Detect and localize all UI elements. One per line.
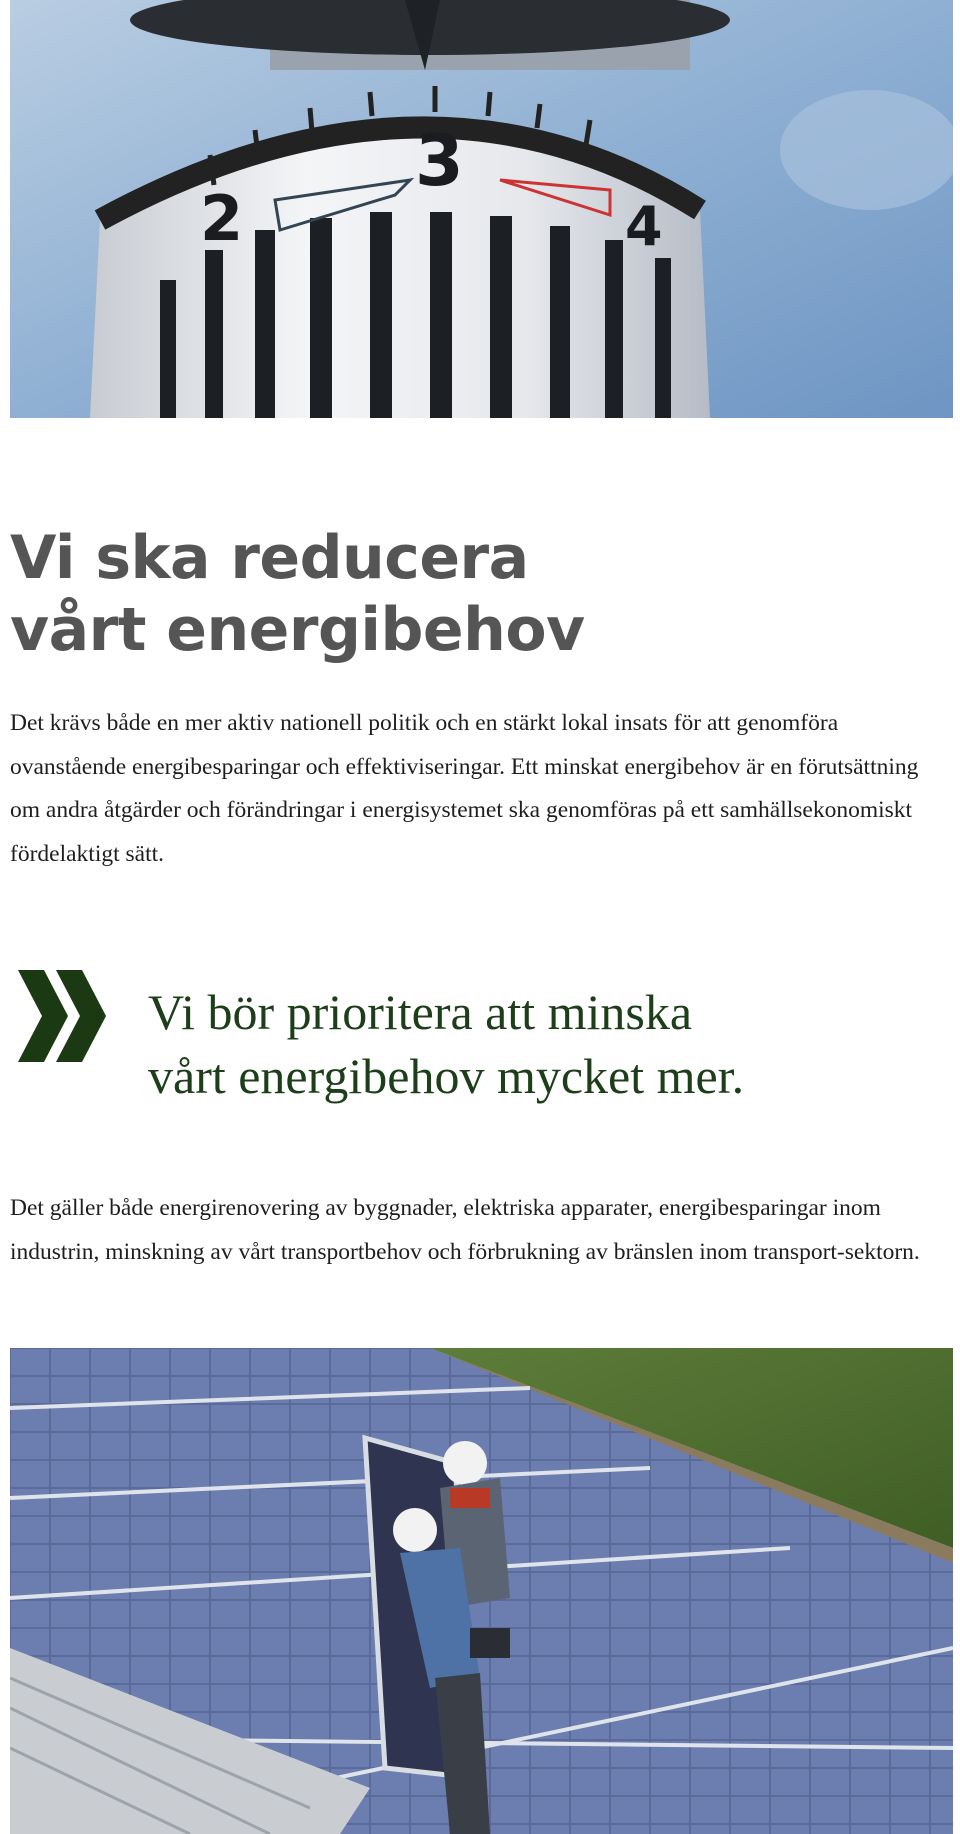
solar-installation-illustration — [10, 1348, 953, 1834]
thermostat-illustration — [10, 0, 953, 418]
detail-paragraph: Det gäller både energirenovering av byggnader, elektriska apparater, energibesparingar inom industrin, minskning av vårt transportbehov och förbrukning av bränslen inom transport-sektorn. — [10, 1195, 920, 1265]
double-chevron-quote-icon — [18, 970, 106, 1062]
thermostat-number-2: 2 — [200, 182, 244, 255]
thermostat-number-3: 3 — [415, 120, 464, 202]
heading-line-2: vårt energibehov — [10, 595, 585, 665]
thermostat-number-4: 4 — [625, 195, 663, 258]
quote-line-1: Vi bör prioritera att minska — [148, 984, 693, 1040]
quote-line-2: vårt energibehov mycket mer. — [148, 1048, 745, 1104]
thermostat-photo — [10, 0, 953, 418]
section-heading — [10, 522, 910, 666]
solar-panels-photo — [10, 1348, 953, 1834]
intro-paragraph: Det krävs både en mer aktiv nationell politik och en stärkt lokal insats för att genomföra ovanstående energibesparingar och effektiviseringar. Ett minskat energibehov är en förutsättning om andra åtgärder och förändringar i energisystemet ska genomföras på ett samhällsekonomiskt fördelaktigt sätt. — [10, 710, 919, 867]
heading-line-1: Vi ska reducera — [10, 523, 529, 593]
pull-quote — [148, 980, 948, 1108]
